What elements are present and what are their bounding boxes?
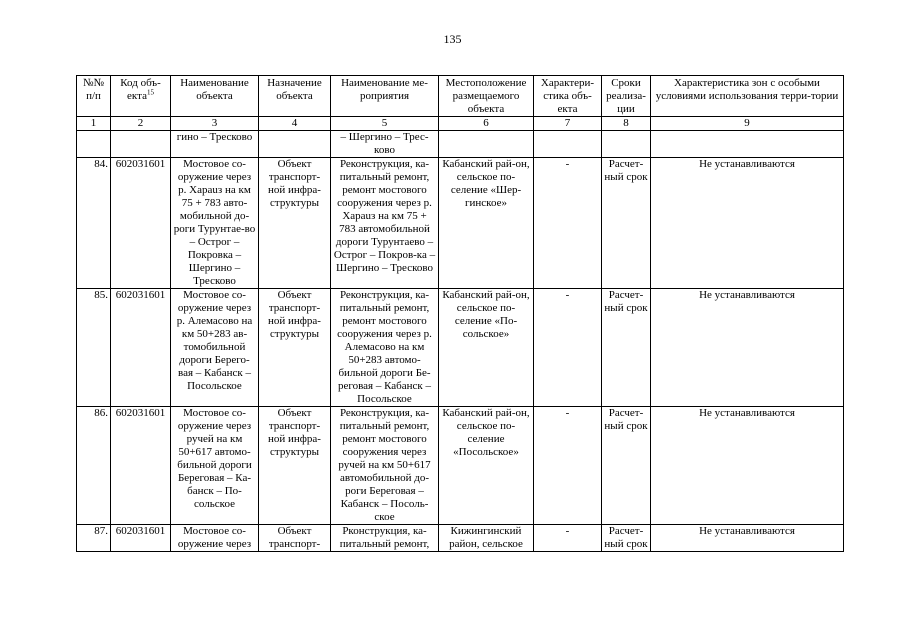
column-number: 2 <box>111 117 171 131</box>
cell-characteristic: - <box>534 525 602 552</box>
cell-purpose: Объект транспорт-ной инфра-структуры <box>259 407 331 525</box>
objects-table <box>76 75 844 552</box>
cell-name: гино – Тресково <box>171 131 259 158</box>
cell-event: Реконструкция, ка-питальный ремонт, ремонт мостового сооружения через р. Алемасово на км 50+283 автомо-бильной дороги Бе-реговая – Кабанск – Посольское <box>331 289 439 407</box>
cell-name: Мостовое со-оружение через ручей на км 50+617 автомо-бильной дороги Береговая – Ка-банск – По-сольское <box>171 407 259 525</box>
cell <box>77 131 111 158</box>
cell-location: Кабанский рай-он, сельское по-селение «Шер-гинское» <box>439 158 534 289</box>
continuation-row <box>77 131 844 158</box>
header-zones: Характеристика зон с особыми условиями использования терри-тории <box>651 76 844 117</box>
table-row <box>77 407 844 525</box>
cell-term: Расчет-ный срок <box>602 289 651 407</box>
cell-term: Расчет-ный срок <box>602 407 651 525</box>
cell-num: 86. <box>77 407 111 525</box>
column-number: 8 <box>602 117 651 131</box>
cell-code: 602031601 <box>111 407 171 525</box>
cell-code: 602031601 <box>111 158 171 289</box>
column-number-row <box>77 117 844 131</box>
cell-event: Рконструкция, ка-питальный ремонт, <box>331 525 439 552</box>
header-row <box>77 76 844 117</box>
cell <box>439 131 534 158</box>
cell-zones: Не устанавливаются <box>651 158 844 289</box>
cell-purpose: Объект транспорт- <box>259 525 331 552</box>
cell-num: 87. <box>77 525 111 552</box>
cell-purpose: Объект транспорт-ной инфра-структуры <box>259 158 331 289</box>
table-row <box>77 289 844 407</box>
cell-zones: Не устанавливаются <box>651 289 844 407</box>
header-purpose: Назначение объекта <box>259 76 331 117</box>
header-event: Наименование ме-роприятия <box>331 76 439 117</box>
cell-term: Расчет-ный срок <box>602 158 651 289</box>
cell-code: 602031601 <box>111 289 171 407</box>
cell-event: Реконструкция, ка-питальный ремонт, ремонт мостового сооружения через р. Хараuз на км 75 + 783 автомобильной дороги Турунтаево – Острог – Покров-ка – Шергино – Тресково <box>331 158 439 289</box>
cell-name: Мостовое со-оружение через р. Хараuз на км 75 + 783 авто-мобильной до-роги Турунтае-во – Острог – Покровка – Шергино – Тресково <box>171 158 259 289</box>
footnote-ref: 15 <box>146 88 154 97</box>
column-number: 4 <box>259 117 331 131</box>
page-number: 135 <box>443 32 462 46</box>
column-number: 5 <box>331 117 439 131</box>
cell-zones: Не устанавливаются <box>651 407 844 525</box>
column-number: 7 <box>534 117 602 131</box>
cell-location: Кабанский рай-он, сельское по-селение «Посольское» <box>439 407 534 525</box>
cell-characteristic: - <box>534 158 602 289</box>
cell-num: 84. <box>77 158 111 289</box>
cell <box>602 131 651 158</box>
header-code: Код объ-екта$^{15}$ <box>111 76 171 117</box>
cell <box>534 131 602 158</box>
cell-event: Реконструкция, ка-питальный ремонт, ремонт мостового сооружения через ручей на км 50+617 автомобильной до-роги Береговая – Кабанск – Посоль-ское <box>331 407 439 525</box>
header-location: Местоположение размещаемого объекта <box>439 76 534 117</box>
cell-name: Мостовое со-оружение через <box>171 525 259 552</box>
cell-characteristic: - <box>534 407 602 525</box>
cell-characteristic: - <box>534 289 602 407</box>
cell-location: Кабанский рай-он, сельское по-селение «По-сольское» <box>439 289 534 407</box>
header-name: Наименование объекта <box>171 76 259 117</box>
cell-code: 602031601 <box>111 525 171 552</box>
column-number: 3 <box>171 117 259 131</box>
column-number: 6 <box>439 117 534 131</box>
cell-zones: Не устанавливаются <box>651 525 844 552</box>
column-number: 1 <box>77 117 111 131</box>
table-row <box>77 525 844 552</box>
cell-location: Кижингинский район, сельское <box>439 525 534 552</box>
header-term: Сроки реализа-ции <box>602 76 651 117</box>
column-number: 9 <box>651 117 844 131</box>
cell-num: 85. <box>77 289 111 407</box>
table-row <box>77 158 844 289</box>
header-num: №№ п/п <box>77 76 111 117</box>
cell <box>111 131 171 158</box>
cell-name: Мостовое со-оружение через р. Алемасово на км 50+283 ав-томобильной дороги Берего-вая – Кабанск – Посольское <box>171 289 259 407</box>
cell-event: – Шергино – Трес-ково <box>331 131 439 158</box>
header-characteristic: Характери-стика объ-екта <box>534 76 602 117</box>
cell-term: Расчет-ный срок <box>602 525 651 552</box>
cell-purpose: Объект транспорт-ной инфра-структуры <box>259 289 331 407</box>
cell <box>259 131 331 158</box>
cell <box>651 131 844 158</box>
